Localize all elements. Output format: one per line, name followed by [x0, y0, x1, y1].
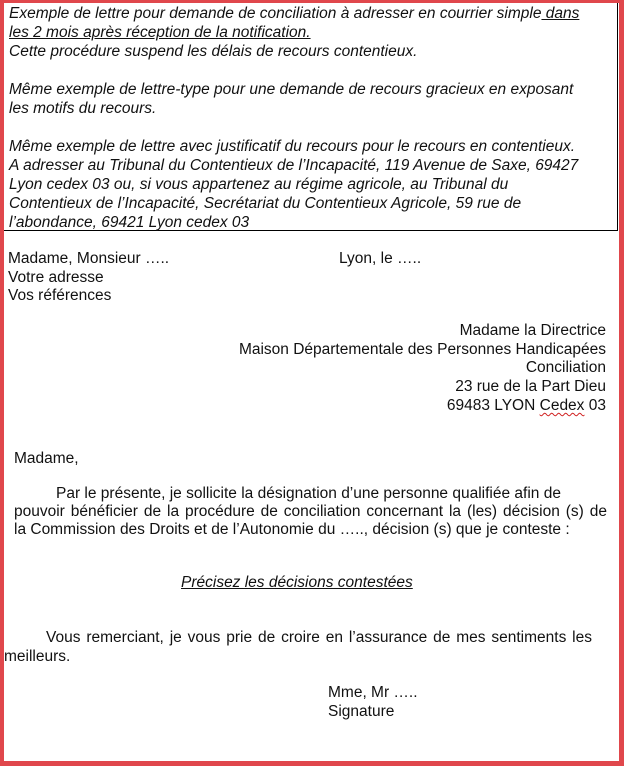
place-date: Lyon, le ….. [339, 250, 422, 267]
closing-line-1: Vous remerciant, je vous prie de croire en l’assurance de mes sentiments les [46, 629, 592, 646]
signature-block [328, 684, 418, 721]
sender-block [8, 250, 169, 306]
recipient-title: Madame la Directrice [459, 322, 606, 339]
notice-line: Même exemple de lettre avec justificatif du recours pour le recours en contentieux. [9, 138, 576, 155]
notice-line: Même exemple de lettre-type pour une demande de recours gracieux en exposant [9, 81, 574, 98]
sender-name: Madame, Monsieur ….. [8, 250, 170, 267]
recipient-cedex-number: 03 [584, 396, 606, 414]
notice-line: les motifs du recours. [9, 100, 157, 117]
notice-line: Cette procédure suspend les délais de recours contentieux. [9, 43, 418, 60]
salutation: Madame, [14, 450, 79, 467]
recipient-organization: Maison Départementale des Personnes Handicapées [238, 340, 606, 358]
recipient-postcode: 69483 LYON [446, 396, 540, 414]
notice-line: Contentieux de l’Incapacité, Secrétariat du Contentieux Agricole, 59 rue de [9, 195, 522, 212]
recipient-department: Conciliation [525, 359, 606, 377]
notice-deadline-line: les 2 mois après réception de la notification. [9, 24, 311, 41]
instruction-text: Précisez les décisions contestées [181, 574, 413, 591]
notice-line: A adresser au Tribunal du Contentieux de l’Incapacité, 119 Avenue de Saxe, 69427 [9, 157, 579, 174]
notice-deadline-underlined: dans [541, 5, 580, 22]
recipient-block [239, 322, 606, 416]
closing-line-2: meilleurs. [4, 648, 71, 665]
body-line-1: Par le présente, je sollicite la désignation d’une personne qualifiée afin de [56, 485, 561, 502]
notice-line: Lyon cedex 03 ou, si vous appartenez au régime agricole, au Tribunal du [9, 176, 509, 193]
sender-address: Votre adresse [8, 268, 104, 286]
signature-name: Mme, Mr ….. [328, 684, 418, 701]
recipient-city [239, 397, 606, 416]
notice-box [4, 3, 618, 231]
recipient-street: 23 rue de la Part Dieu [455, 378, 606, 396]
body-line-2: pouvoir bénéficier de la procédure de conciliation concernant la (les) décision (s) de [14, 503, 607, 520]
signature-label: Signature [328, 702, 395, 720]
body-line-3: la Commission des Droits et de l’Autonomie du ….., décision (s) que je conteste : [14, 521, 570, 538]
notice-line: l’abondance, 69421 Lyon cedex 03 [9, 214, 250, 231]
spellcheck-flagged-word: Cedex [539, 396, 585, 414]
notice-line [9, 4, 617, 23]
sender-references: Vos références [8, 287, 112, 305]
notice-text: Exemple de lettre pour demande de conciliation à adresser en courrier simple [9, 5, 542, 22]
